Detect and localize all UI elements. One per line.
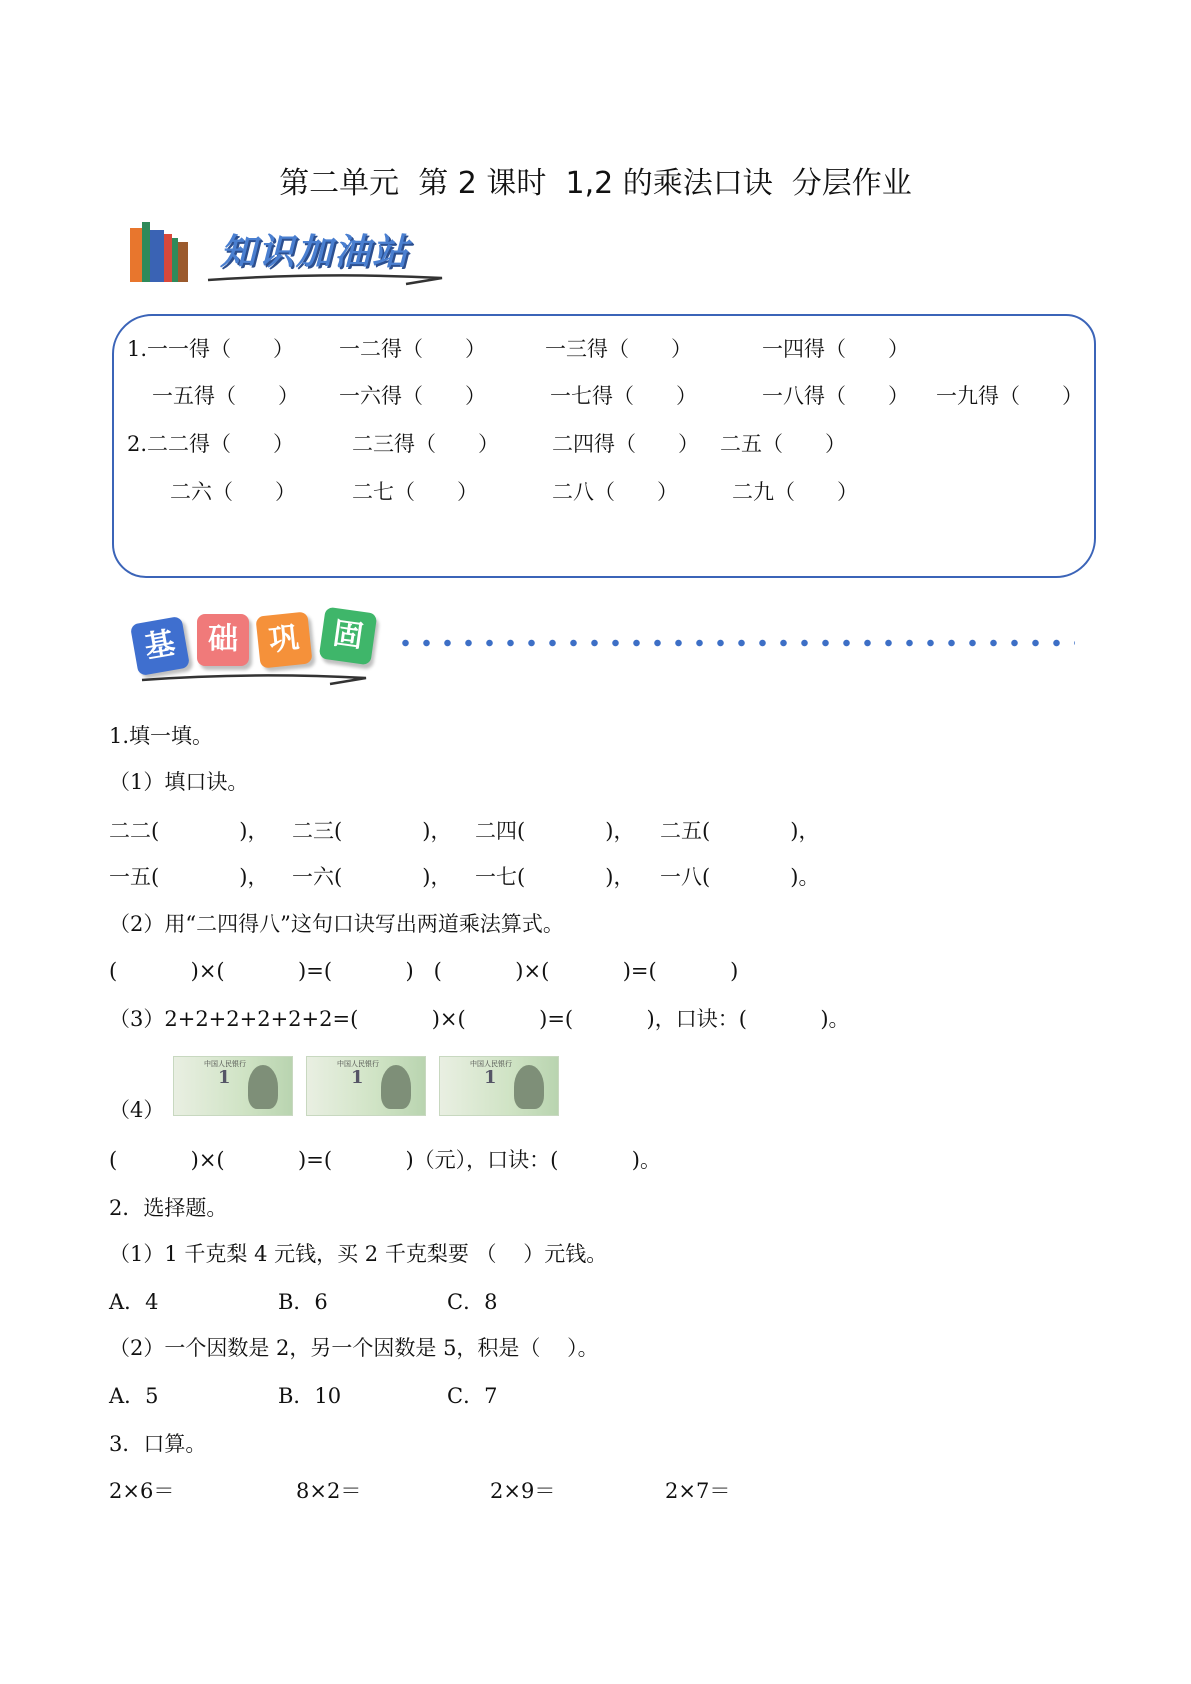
page-title: 第二单元 第 2 课时 1,2 的乘法口诀 分层作业 [279, 166, 912, 201]
fill-item: 二五( )， [660, 819, 820, 843]
q1-part2: （2）用“二四得八”这句口诀写出两道乘法算式。 [109, 912, 564, 936]
box-item: 一八得（ ） [762, 384, 909, 408]
box-item: 二三得（ ） [352, 432, 499, 456]
q2-label: 2．选择题。 [109, 1196, 228, 1220]
fill-item: 一七( )， [475, 865, 635, 889]
option-a[interactable]: A．5 [109, 1384, 159, 1408]
box-item: 一九得（ ） [936, 384, 1083, 408]
box-item: 二八（ ） [552, 480, 678, 504]
fill-item: 二二( )， [109, 819, 269, 843]
fill-item: 一八( )。 [660, 865, 820, 889]
fill-item: 二四( )， [475, 819, 635, 843]
box-item: 一七得（ ） [550, 384, 697, 408]
box-item: 1.一一得（ ） [127, 337, 295, 361]
underline-swoosh [140, 672, 370, 688]
fill-item: 一五( )， [109, 865, 269, 889]
underline-swoosh [206, 270, 446, 286]
box-item: 二五（ ） [720, 432, 846, 456]
q1-part1: （1）填口诀。 [109, 770, 249, 794]
tile-gong: 巩 [255, 611, 312, 668]
box-item: 二四得（ ） [552, 432, 699, 456]
option-b[interactable]: B．10 [278, 1384, 342, 1408]
mental-math-item: 8×2＝ [296, 1479, 362, 1503]
fill-item: 一六( )， [292, 865, 452, 889]
q2-sub1: （1）1 千克梨 4 元钱，买 2 千克梨要 （ ）元钱。 [109, 1242, 608, 1266]
dotted-divider [395, 639, 1075, 647]
mental-math-item: 2×9＝ [490, 1479, 556, 1503]
tile-chu: 础 [197, 614, 249, 666]
books-icon [130, 220, 202, 282]
box-item: 二七（ ） [352, 480, 478, 504]
tile-gu: 固 [319, 607, 378, 666]
q1-part3: （3）2+2+2+2+2+2=( )×( )=( )，口诀：( )。 [109, 1007, 850, 1031]
mental-math-item: 2×6＝ [109, 1479, 175, 1503]
q3-label: 3．口算。 [109, 1432, 207, 1456]
mental-math-item: 2×7＝ [665, 1479, 731, 1503]
banknote-image: 中国人民银行 1 [306, 1056, 426, 1116]
option-a[interactable]: A．4 [109, 1290, 159, 1314]
box-item: 一三得（ ） [545, 337, 692, 361]
box-item: 二九（ ） [732, 480, 858, 504]
q1-part2-equations: ( )×( )=( ) ( )×( )=( ) [109, 959, 739, 983]
box-item: 一四得（ ） [762, 337, 909, 361]
banknote-image: 中国人民银行 1 [173, 1056, 293, 1116]
q1-label: 1.填一填。 [109, 724, 214, 748]
box-item: 2.二二得（ ） [127, 432, 295, 456]
option-c[interactable]: C．7 [447, 1384, 498, 1408]
box-item: 一六得（ ） [339, 384, 486, 408]
knowledge-header-text: 知识加油站 [220, 232, 411, 273]
q2-sub2: （2）一个因数是 2，另一个因数是 5，积是（ ）。 [109, 1336, 599, 1360]
option-b[interactable]: B．6 [278, 1290, 328, 1314]
box-item: 二六（ ） [170, 480, 296, 504]
q1-part4-equation: ( )×( )=( )（元），口诀：( )。 [109, 1148, 661, 1172]
box-item: 一二得（ ） [339, 337, 486, 361]
tile-ji: 基 [130, 616, 190, 676]
fill-item: 二三( )， [292, 819, 452, 843]
box-item: 一五得（ ） [152, 384, 299, 408]
banknote-image: 中国人民银行 1 [439, 1056, 559, 1116]
knowledge-header [130, 220, 450, 286]
q1-part4-label: （4） [109, 1098, 165, 1122]
option-c[interactable]: C．8 [447, 1290, 498, 1314]
